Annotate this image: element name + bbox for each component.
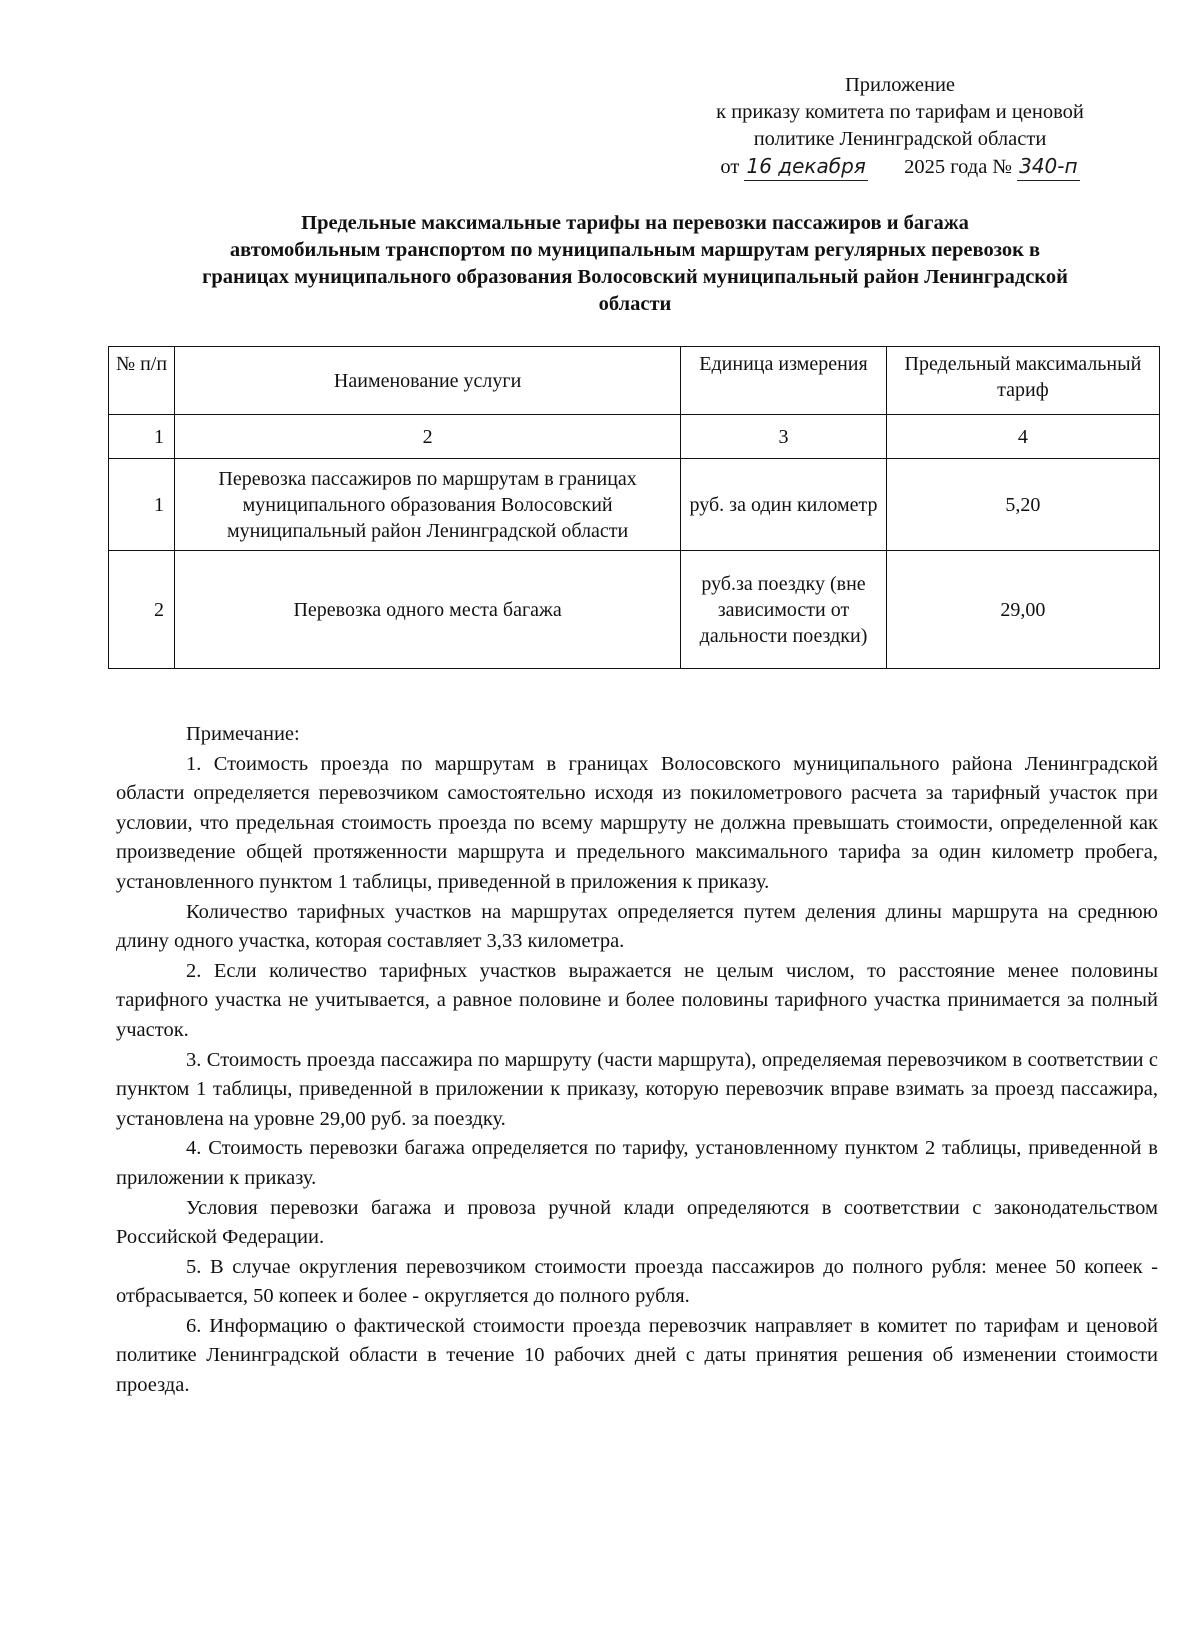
table-row xyxy=(109,551,1160,669)
index-cell: 1 xyxy=(109,415,175,459)
notes-section xyxy=(116,720,1158,1401)
appendix-line-2: политике Ленинградской области xyxy=(753,128,1047,150)
title-line-1: Предельные максимальные тарифы на перевозки пассажиров и багажа xyxy=(301,212,969,234)
index-cell: 4 xyxy=(886,415,1159,459)
header-name: Наименование услуги xyxy=(175,347,681,415)
table-row xyxy=(109,459,1160,551)
tariff-value: 29,00 xyxy=(886,551,1159,669)
tariff-table xyxy=(108,346,1160,669)
index-cell: 2 xyxy=(175,415,681,459)
title-line-3: границах муниципального образования Волосовский муниципальный район Ленинградской xyxy=(202,266,1068,288)
title-line-2: автомобильным транспортом по муниципальным маршрутам регулярных перевозок в xyxy=(229,239,1041,261)
service-name: Перевозка пассажиров по маршрутам в границах муниципального образования Волосовский муниципальный район Ленинградской области xyxy=(175,459,681,551)
note-paragraph: Условия перевозки багажа и провоза ручной клади определяются в соответствии с законодательством Российской Федерации. xyxy=(116,1196,1158,1249)
note-paragraph: 3. Стоимость проезда пассажира по маршруту (части маршрута), определяемая перевозчиком в соответствии с пунктом 1 таблицы, приведенной в приложении к приказу, которую перевозчик вправе взимать за проезд пассажира, установлена на уровне 29,00 руб. за поездку. xyxy=(116,1048,1158,1130)
note-paragraph: Количество тарифных участков на маршрутах определяется путем деления длины маршрута на среднюю длину одного участка, которая составляет 3,33 километра. xyxy=(116,900,1158,953)
note-paragraph: 6. Информацию о фактической стоимости проезда перевозчик направляет в комитет по тарифам и ценовой политике Ленинградской области в течение 10 рабочих дней с даты принятия решения об изменении стоимости проезда. xyxy=(116,1314,1158,1397)
index-cell: 3 xyxy=(681,415,887,459)
unit-of-measure: руб.за поездку (вне зависимости от дальности поездки) xyxy=(681,551,887,669)
tariff-value: 5,20 xyxy=(886,459,1159,551)
date-prefix: от xyxy=(720,156,740,178)
table-header-row xyxy=(109,347,1160,415)
title-line-4: области xyxy=(598,293,672,315)
note-paragraph: 1. Стоимость проезда по маршрутам в границах Волосовского муниципального района Ленинградской области определяется перевозчиком самостоятельно исходя из покилометрового расчета за тарифный участок при условии, что предельная стоимость проезда по всему маршруту не должна превышать стоимости, определенной как произведение общей протяженности маршрута и предельного максимального тарифа за один километр пробега, установленного пунктом 1 таблицы, приведенной в приложения к приказу. xyxy=(116,752,1158,893)
handwritten-order-number: 340-п xyxy=(1017,153,1079,181)
row-number: 2 xyxy=(109,551,175,669)
service-name: Перевозка одного места багажа xyxy=(175,551,681,669)
order-year: 2025 года № xyxy=(904,156,1012,178)
note-paragraph: 4. Стоимость перевозки багажа определяется по тарифу, установленному пунктом 2 таблицы, приведенной в приложении к приказу. xyxy=(116,1137,1158,1189)
header-tariff: Предельный максимальный тариф xyxy=(886,347,1159,415)
header-no: № п/п xyxy=(109,347,175,415)
header-unit: Единица измерения xyxy=(681,347,887,415)
document-title xyxy=(110,210,1160,318)
appendix-date-line xyxy=(640,153,1160,181)
handwritten-date: 16 декабря xyxy=(744,153,867,181)
appendix-title: Приложение xyxy=(844,74,956,96)
row-number: 1 xyxy=(109,459,175,551)
appendix-line-1: к приказу комитета по тарифам и ценовой xyxy=(716,101,1084,123)
appendix-header xyxy=(640,72,1160,181)
notes-label: Примечание: xyxy=(186,723,300,745)
table-index-row xyxy=(109,415,1160,459)
note-paragraph: 2. Если количество тарифных участков выражается не целым числом, то расстояние менее половины тарифного участка не учитывается, а равное половине и более половины тарифного участка принимается за полный участок. xyxy=(116,959,1158,1041)
unit-of-measure: руб. за один километр xyxy=(681,459,887,551)
note-paragraph: 5. В случае округления перевозчиком стоимости проезда пассажиров до полного рубля: менее 50 копеек - отбрасывается, 50 копеек и более - округляется до полного рубля. xyxy=(116,1255,1158,1308)
